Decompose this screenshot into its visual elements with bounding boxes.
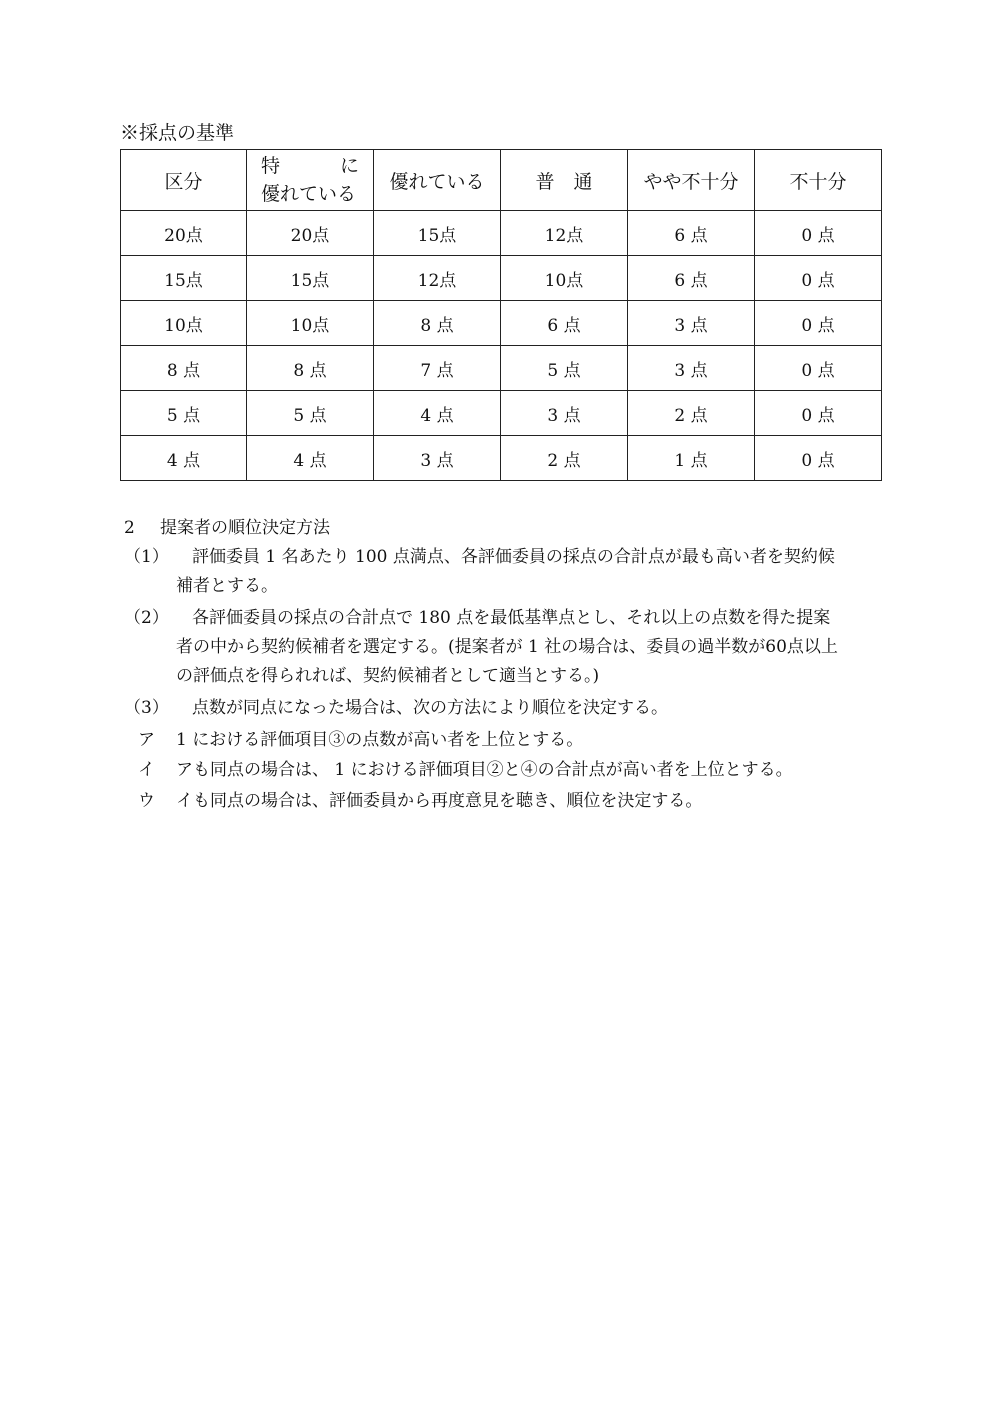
table-cell: 0 点 xyxy=(755,256,882,301)
item-mark: （1） xyxy=(124,547,169,567)
table-cell: 12点 xyxy=(374,256,501,301)
tiebreak-rule-u xyxy=(138,787,702,815)
table-cell: 15点 xyxy=(374,211,501,256)
table-cell: 10点 xyxy=(501,256,628,301)
item-text: 各評価委員の採点の合計点で 180 点を最低基準点とし、それ以上の点数を得た提案 xyxy=(192,608,831,628)
subitem-mark: ア xyxy=(138,730,155,750)
header-excellent: 優れている xyxy=(374,150,501,211)
table-cell: 0 点 xyxy=(755,211,882,256)
item-text: 点数が同点になった場合は、次の方法により順位を決定する。 xyxy=(192,698,668,718)
table-cell: 8 点 xyxy=(121,346,247,391)
table-cell: 5 点 xyxy=(247,391,374,436)
table-cell: 3 点 xyxy=(374,436,501,481)
table-cell: 0 点 xyxy=(755,301,882,346)
table-cell: 15点 xyxy=(247,256,374,301)
table-cell: 4 点 xyxy=(374,391,501,436)
table-cell: 20点 xyxy=(121,211,247,256)
table-cell: 6 点 xyxy=(501,301,628,346)
subitem-text: イも同点の場合は、評価委員から再度意見を聴き、順位を決定する。 xyxy=(176,791,703,811)
table-cell: 4 点 xyxy=(247,436,374,481)
table-row xyxy=(121,301,882,346)
table-cell: 0 点 xyxy=(755,346,882,391)
table-cell: 3 点 xyxy=(628,301,755,346)
scoring-criteria-table xyxy=(120,149,882,481)
table-cell: 5 点 xyxy=(121,391,247,436)
table-cell: 15点 xyxy=(121,256,247,301)
section-2-title xyxy=(124,516,330,540)
table-row xyxy=(121,436,882,481)
table-cell: 0 点 xyxy=(755,391,882,436)
ranking-rule-3 xyxy=(124,694,884,723)
tiebreak-rule-a xyxy=(138,726,583,754)
item-text-continued: 補者とする。 xyxy=(176,576,278,596)
table-cell: 6 点 xyxy=(628,211,755,256)
table-cell: 2 点 xyxy=(628,391,755,436)
table-cell: 8 点 xyxy=(247,346,374,391)
subitem-mark: イ xyxy=(138,760,155,780)
item-mark: （2） xyxy=(124,608,169,628)
table-cell: 8 点 xyxy=(374,301,501,346)
table-row xyxy=(121,211,882,256)
table-cell: 4 点 xyxy=(121,436,247,481)
header-insufficient: 不十分 xyxy=(755,150,882,211)
table-row xyxy=(121,391,882,436)
table-cell: 10点 xyxy=(247,301,374,346)
header-especially-a: 特 xyxy=(261,155,281,177)
item-text-continued: 者の中から契約候補者を選定する。(提案者が 1 社の場合は、委員の過半数が60点以上 xyxy=(176,637,838,657)
ranking-rule-1 xyxy=(124,543,884,601)
header-average: 普 通 xyxy=(501,150,628,211)
header-especially-excellent xyxy=(247,150,374,211)
section-number: 2 xyxy=(124,518,135,538)
header-category: 区分 xyxy=(121,150,247,211)
subitem-mark: ウ xyxy=(138,791,155,811)
table-cell: 7 点 xyxy=(374,346,501,391)
item-mark: （3） xyxy=(124,698,169,718)
table-cell: 0 点 xyxy=(755,436,882,481)
table-cell: 5 点 xyxy=(501,346,628,391)
section-title-text: 提案者の順位決定方法 xyxy=(160,518,330,538)
table-cell: 3 点 xyxy=(628,346,755,391)
scoring-criteria-heading: ※採点の基準 xyxy=(120,122,235,144)
ranking-rule-2 xyxy=(124,604,884,691)
table-cell: 20点 xyxy=(247,211,374,256)
subitem-text: アも同点の場合は、 1 における評価項目②と④の合計点が高い者を上位とする。 xyxy=(176,760,793,780)
header-especially-b: に xyxy=(339,155,359,177)
item-text-continued: の評価点を得られれば、契約候補者として適当とする。) xyxy=(176,666,600,686)
table-cell: 10点 xyxy=(121,301,247,346)
subitem-text: 1 における評価項目③の点数が高い者を上位とする。 xyxy=(176,730,584,750)
header-especially-line2: 優れている xyxy=(261,183,357,205)
table-header-row xyxy=(121,150,882,211)
tiebreak-rule-i xyxy=(138,756,793,784)
table-row xyxy=(121,346,882,391)
header-somewhat-insufficient: やや不十分 xyxy=(628,150,755,211)
table-cell: 1 点 xyxy=(628,436,755,481)
item-text: 評価委員 1 名あたり 100 点満点、各評価委員の採点の合計点が最も高い者を契約候 xyxy=(192,547,835,567)
table-row xyxy=(121,256,882,301)
table-cell: 3 点 xyxy=(501,391,628,436)
table-cell: 6 点 xyxy=(628,256,755,301)
table-cell: 12点 xyxy=(501,211,628,256)
table-cell: 2 点 xyxy=(501,436,628,481)
